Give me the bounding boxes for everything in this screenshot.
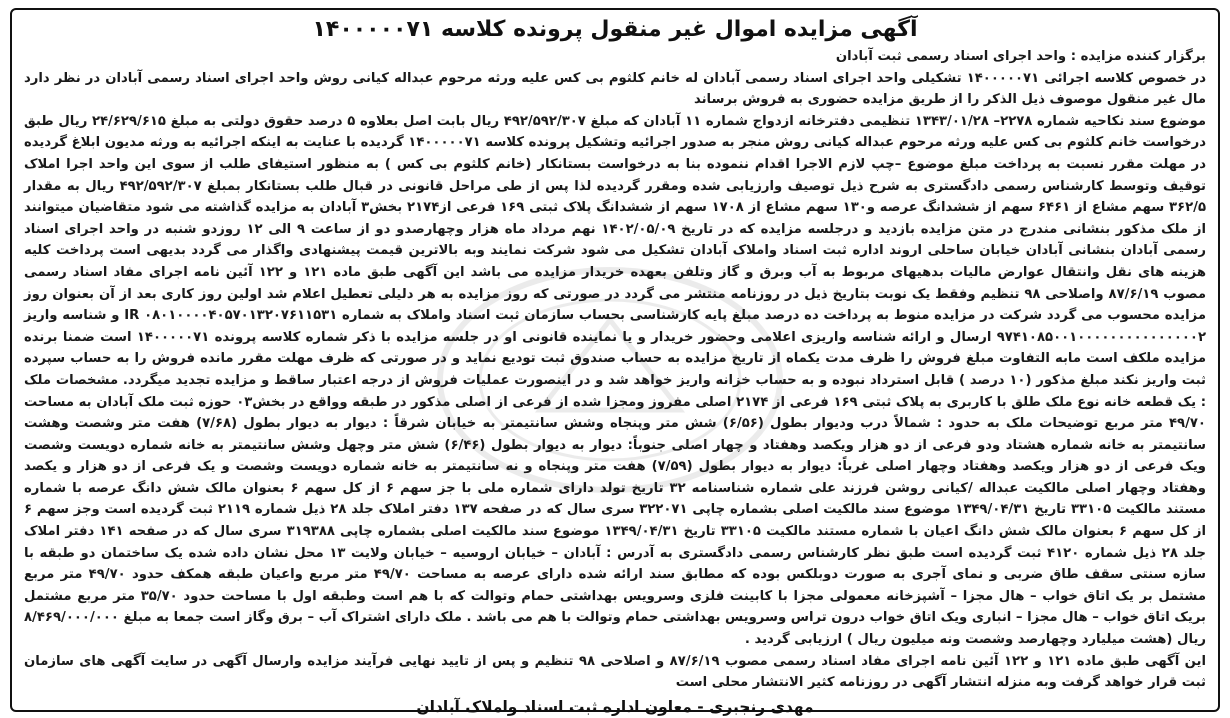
notice-body (24, 46, 1206, 694)
organizer-line: برگزار کننده مزایده : واحد اجرای اسناد رسمی ثبت آبادان (835, 49, 1206, 64)
notice-frame (10, 8, 1220, 716)
notice-title: آگهی مزایده اموال غیر منقول پرونده کلاسه ۱۴۰۰۰۰۰۷۱ (312, 17, 918, 42)
auction-details-paragraph: موضوع سند نکاحیه شماره ۲۲۷۸– ۱۳۴۳/۰۱/۲۸ تنظیمی دفترخانه ازدواج شماره ۱۱ آبادان که مبلغ ۴۹۲/۵۹۲/۳۰۷ ریال بابت اصل بعلاوه ۵ درصد حقوق دولتی به مبلغ ۲۴/۶۲۹/۶۱۵ ریال طبق درخواست خانم کلثوم بی کس علیه ورثه مرحوم عبداله کیانی روش منجر به صدور اجرائیه وتشکیل پرونده کلاسه ۱۴۰۰۰۰۰۷۱ گردیده با عنایت به اینکه اجرائیه به ورثه مدیون ابلاغ گردیده در مهلت مقرر نسبت به پرداخت مبلغ موضوع –چپ لازم الاجرا اقدام ننموده بنا به درخواست بستانکار (خانم کلثوم بی کس ) به منظور استیفای طلب از سوی این واحد اجرا املاک توقیف وتوسط کارشناس رسمی دادگستری به شرح ذیل توصیف وارزیابی شده ومقرر گردیده لذا پس از طی مراحل قانونی در قبال طلب بستانکار بمبلغ ۴۹۲/۵۹۲/۳۰۷ ریال به مقدار ۳۶۲/۵ سهم مشاع از ۶۴۶۱ سهم از ششدانگ عرصه و۱۳۰ سهم مشاع از ۱۷۰۸ سهم از ششدانگ پلاک ثبتی ۱۶۹ فرعی از۲۱۷۴ بخش۳ آبادان به مزایده گذاشته می شود متقاضیان میتوانند از ملک مذکور بنشانی مندرج در متن مزایده بازدید و درجلسه مزایده که در تاریخ ۱۴۰۲/۰۵/۰۹ نهم مرداد ماه هزار وچهارصدو دو از ساعت ۹ الی ۱۲ روزدو شنبه در واحد اجرای اسناد رسمی آبادان بنشانی آبادان خیابان ساحلی اروند اداره ثبت اسناد واملاک آبادان تشکیل می شود شرکت نمایند وبه بالاترین قیمت پیشنهادی واگذار می گردد بدیهی است پرداخت کلیه هزینه های نقل وانتقال عوارض مالیات بدهیهای مربوط به آب وبرق و گاز وتلفن بعهده خریدار مزایده می باشد این آگهی طبق ماده ۱۲۱ و ۱۲۲ آئین نامه اجرای مفاد اسناد رسمی مصوب ۸۷/۶/۱۹ واصلاحی ۹۸ تنظیم وفقط یک نوبت بتاریخ ذیل در روزنامه منتشر می گردد در صورتی که روز مزایده به هر دلیلی تعطیل اعلام شد اولین روز کاری بعد از آن بعنوان روز مزایده محسوب می گردد شرکت در مزایده منوط به پرداخت ده درصد مبلغ پایه کارشناسی بحساب سازمان ثبت اسناد واملاک به شماره IR ۰۸۰۱۰۰۰۰۴۰۵۷۰۱۳۲۰۷۶۱۱۵۳۱ و شناسه واریز ۹۷۴۱۰۸۵۰۰۱۰۰۰۰۰۰۰۰۰۰۰۰۰۰۰۲ ارسال و ارائه شناسه واریزی اعلامی وحضور خریدار و یا نماینده قانونی او در جلسه مزایده با ذکر شماره کلاسه پرونده ۱۴۰۰۰۰۰۷۱ است ضمنا برنده مزایده ملکف است مابه التفاوت مبلغ فروش را ظرف مدت یکماه از تاریخ مزایده به حساب صندوق ثبت تودیع نماید و در صورتی که ظرف مهلت مقرر مانده فروش را به حساب سپرده ثبت واریز نکند مبلغ مذکور (۱۰ درصد ) قابل استرداد نبوده و به حساب خزانه واریز خواهد شد و در اینصورت عملیات فروش از درجه اعتبار ساقط و مزایده تجدید میگردد. مشخصات ملک : یک قطعه خانه نوع ملک طلق با کاربری به پلاک ثبتی ۱۶۹ فرعی از ۲۱۷۴ اصلی مفروز ومجزا شده از فرعی از اصلی مذکور در طبقه وواقع در بخش۰۳ حوزه ثبت ملک آبادان به مساحت ۴۹/۷۰ متر مربع توضیحات ملک به حدود : شمالاً درب ودیوار بطول (۶/۵۶) شش متر وپنجاه وشش سانتیمتر به خیابان شرقاً : دیوار به دیوار بطول (۷/۶۸) هفت متر وشصت وهشت سانتیمتر به خانه شماره هشتاد ودو فرعی از دو هزار ویکصد وهفتاد و چهار اصلی جنوباً: دیوار به دیوار بطول (۶/۴۶) شش متر وچهل وشش سانتیمتر به خانه شماره دویست وشصت ویک فرعی از دو هزار ویکصد وهفتاد وچهار اصلی غرباً: دیوار به دیوار بطول (۷/۵۹) هفت متر وپنجاه و نه سانتیمتر به خانه شماره دویست وشصت و یک فرعی از دو هزار و یکصد وهفتاد وچهار اصلی مالکیت عبداله /کیانی روشن فرزند علی شماره شناسنامه ۳۲ تاریخ تولد دارای شماره ملی با جز سهم ۶ از کل سهم ۶ بعنوان مالک شش دانگ عرصه با شماره مستند مالکیت ۳۳۱۰۵ تاریخ ۱۳۴۹/۰۴/۳۱ موضوع سند مالکیت اصلی بشماره چاپی ۳۲۲۰۷۱ سری سال که در صفحه ۱۳۷ دفتر املاک جلد ۲۸ ذیل شماره ۲۱۱۹ ثبت گردیده است وجز سهم ۶ از کل سهم ۶ بعنوان مالک شش دانگ اعیان با شماره مستند مالکیت ۳۳۱۰۵ تاریخ ۱۳۴۹/۰۴/۳۱ موضوع سند مالکیت اصلی بشماره چاپی ۳۱۹۳۸۸ سری سال که در صفحه ۱۴۱ دفتر املاک جلد ۲۸ ذیل شماره ۴۱۲۰ ثبت گردیده است طبق نظر کارشناس رسمی دادگستری به آدرس : آبادان – خیابان اروسیه – خیابان ولایت ۱۳ محل نشان داده شده یک ساختمان دو طبقه با سازه سنتی سقف طاق ضربی و نمای آجری به صورت دوبلکس بوده که مطابق سند ارائه شده دارای عرصه به مساحت ۴۹/۷۰ متر مربع واعیان طبقه همکف حدود ۴۹/۷۰ متر مربع مشتمل بر یک اتاق خواب – هال مجزا – آشپزخانه معمولی مجزا با کابینت فلزی وسرویس بهداشتی حمام وتوالت که با هم است وطبقه اول با مساحت حدود ۳۵/۷۰ متر مربع مشتمل بریک اتاق خواب – هال مجزا – انباری ویک اتاق خواب درون تراس وسرویس بهداشتی حمام وتوالت با هم می باشد . ملک دارای اشتراک آب – برق وگاز است جمعا به مبلغ ۸/۴۶۹/۰۰۰/۰۰۰ ریال (هشت میلیارد وچهارصد وشصت ونه میلیون ریال ) ارزیابی گردید . (24, 113, 1207, 648)
signature-line: مهدی رنجبری - معاون اداره ثبت اسناد واملاک آبادان (416, 697, 814, 716)
publication-note-paragraph: این آگهی طبق ماده ۱۲۱ و ۱۲۲ آئین نامه اجرای مفاد اسناد رسمی مصوب ۸۷/۶/۱۹ و اصلاحی ۹۸ تنظیم و پس از تایید نهایی فرآیند مزایده وارسال آگهی در سایت آگهی های سازمان ثبت قرار خواهد گرفت وبه منزله انتشار آگهی در روزنامه کثیر الانتشار محلی است (24, 653, 1207, 691)
case-intro-paragraph: در خصوص کلاسه اجرائی ۱۴۰۰۰۰۰۷۱ تشکیلی واحد اجرای اسناد رسمی آبادان له خانم کلثوم بی کس علیه ورثه مرحوم عبداله کیانی روش واحد اجرای اسناد رسمی آبادان در نظر دارد مال غیر منقول موصوف ذیل الذکر را از طریق مزایده حضوری به فروش برساند (24, 70, 1207, 108)
